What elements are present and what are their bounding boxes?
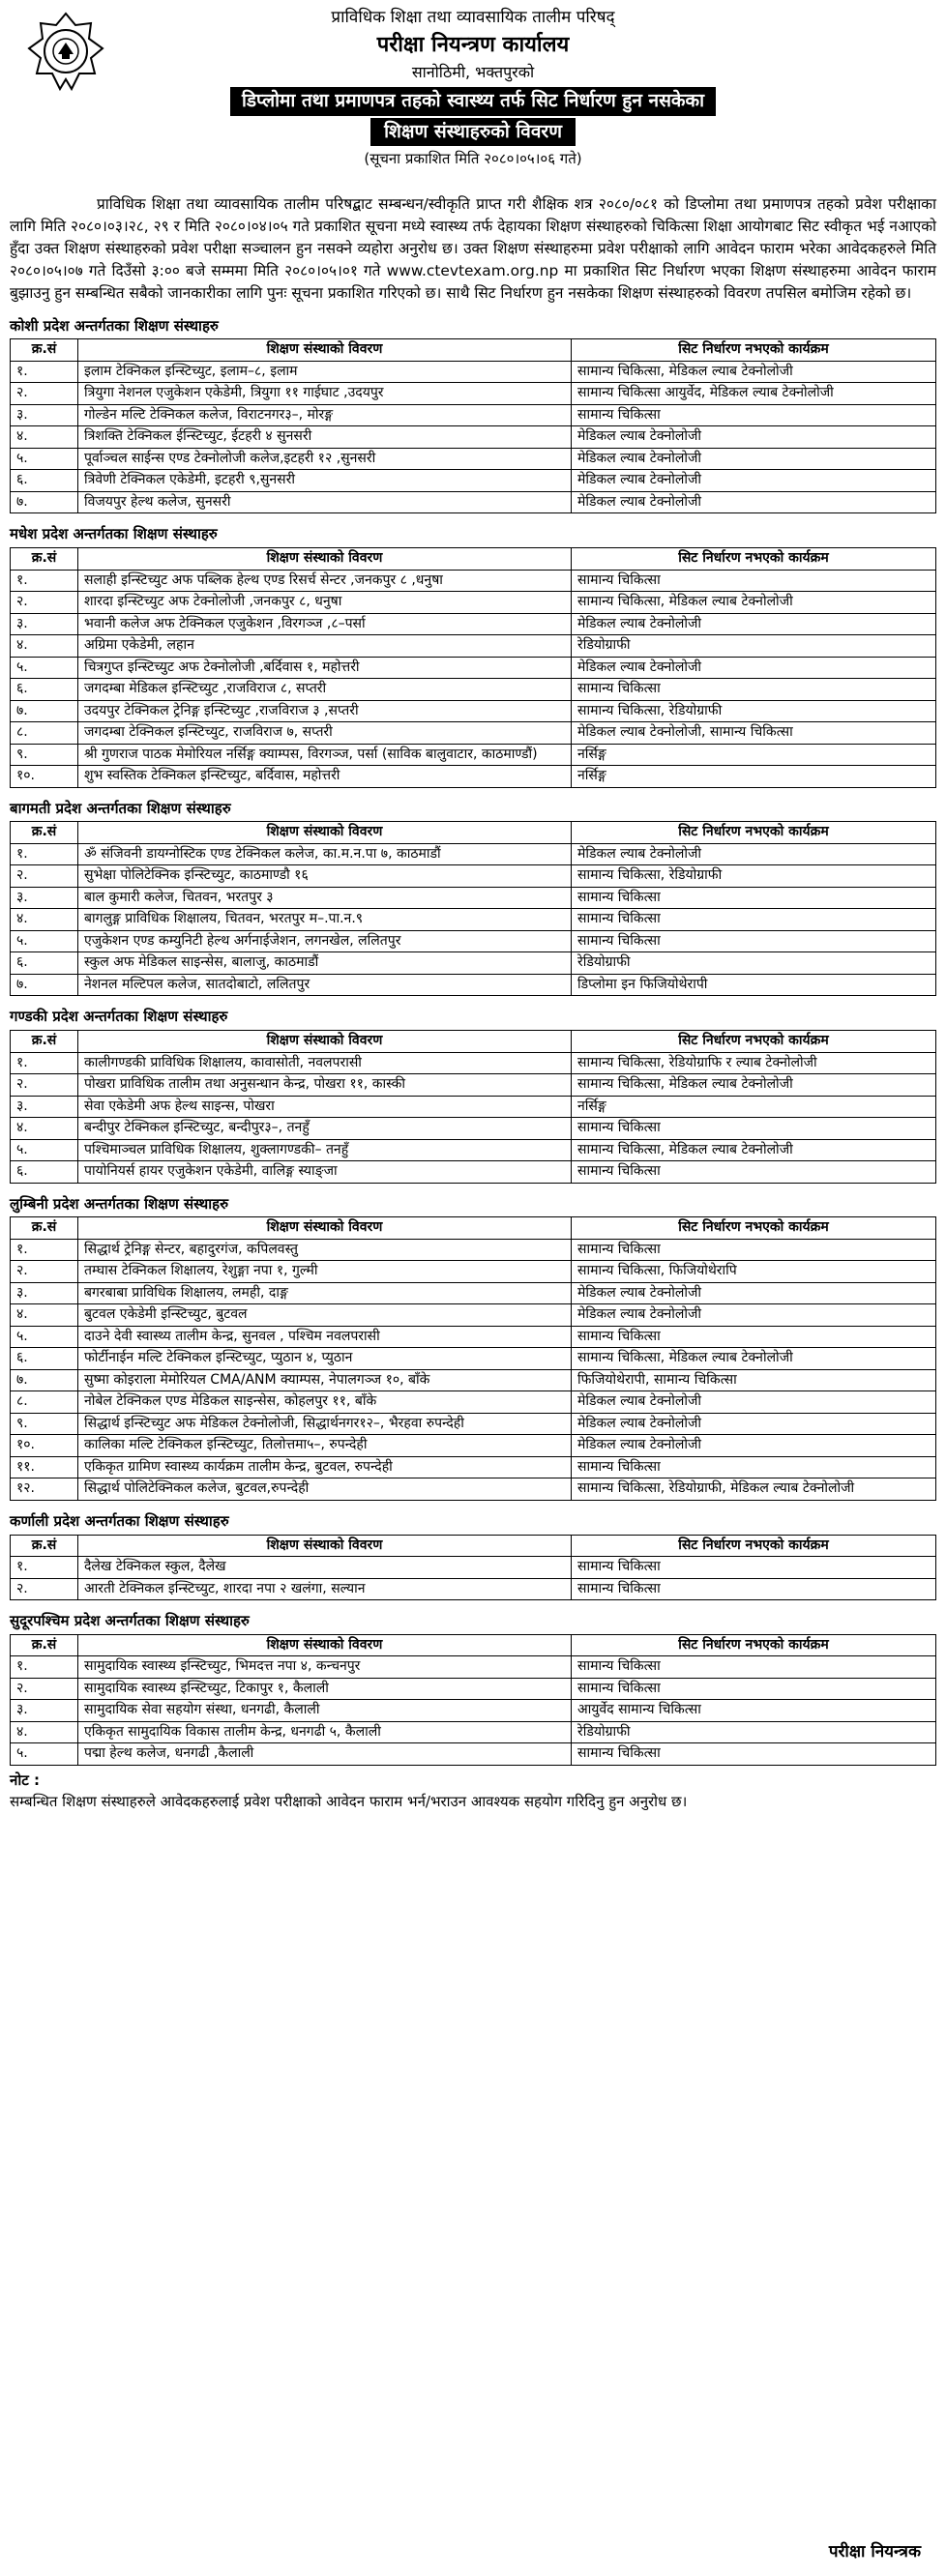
serial-number: ३. [11,613,78,635]
program-name: मेडिकल ल्याब टेक्नोलोजी [572,657,936,679]
note-label: नोट : [10,1771,40,1789]
signature: परीक्षा नियन्त्रक [828,2541,921,2561]
program-name: सामान्य चिकित्सा, मेडिकल ल्याब टेक्नोलोजी [572,361,936,383]
table-row [11,470,936,492]
column-header-institution: शिक्षण संस्थाको विवरण [78,1217,572,1240]
serial-number: १०. [11,1435,78,1457]
column-header-program: सिट निर्धारण नभएको कार्यक्रम [572,339,936,362]
institution-name: विजयपुर हेल्थ कलेज, सुनसरी [78,491,572,513]
institution-name: सामुदायिक सेवा सहयोग संस्था, धनगढी, कैलाली [78,1700,572,1722]
program-name: मेडिकल ल्याब टेक्नोलोजी [572,613,936,635]
serial-number: ५. [11,448,78,470]
table-row [11,930,936,952]
office-location: सानोठिमी, भक्तपुरको [411,62,535,81]
office-name: परीक्षा नियन्त्रण कार्यालय [376,33,570,58]
section-title: बागमती प्रदेश अन्तर्गतका शिक्षण संस्थाहरु [10,799,231,817]
table-row [11,974,936,996]
institution-name: पायोनियर्स हायर एजुकेशन एकेडेमी, वालिङ्ग स्याङ्जा [78,1161,572,1184]
table-row [11,1326,936,1348]
section-title: कर्णाली प्रदेश अन्तर्गतका शिक्षण संस्थाहरु [10,1511,229,1530]
serial-number: ७. [11,1369,78,1391]
program-name: मेडिकल ल्याब टेक्नोलोजी [572,448,936,470]
serial-number: २. [11,592,78,614]
serial-number: ७. [11,700,78,722]
institution-name: उदयपुर टेक्निकल ट्रेनिङ्ग इन्स्टिच्युट ,राजविराज ३ ,सप्तरी [78,700,572,722]
institution-name: दाउने देवी स्वास्थ्य तालीम केन्द्र, सुनवल , पश्चिम नवलपरासी [78,1326,572,1348]
program-name: सामान्य चिकित्सा [572,1326,936,1348]
program-name: रेडियोग्राफी [572,1721,936,1743]
program-name: आयुर्वेद सामान्य चिकित्सा [572,1700,936,1722]
serial-number: ३. [11,404,78,426]
serial-number: ४. [11,1118,78,1140]
table-row [11,766,936,788]
notice-banner-line1: डिप्लोमा तथा प्रमाणपत्र तहको स्वास्थ्य तर्फ सिट निर्धारण हुन नसकेका [230,87,716,116]
institution-name: नेशनल मल्टिपल कलेज, सातदोबाटो, ललितपुर [78,974,572,996]
serial-number: ४. [11,909,78,931]
table-row [11,613,936,635]
serial-number: ५. [11,657,78,679]
program-name: सामान्य चिकित्सा, रेडियोग्राफि र ल्याब टेक्नोलोजी [572,1052,936,1074]
institution-name: भवानी कलेज अफ टेक्निकल एजुकेशन ,विरगञ्ज ,८–पर्सा [78,613,572,635]
province-section [10,800,936,997]
serial-number: ७. [11,974,78,996]
table-row [11,1052,936,1074]
program-name: सामान्य चिकित्सा [572,1656,936,1679]
nepal-emblem-icon [25,12,106,93]
institution-name: दैलेख टेक्निकल स्कुल, दैलेख [78,1557,572,1579]
table-row [11,679,936,701]
table-header-row [11,1634,936,1656]
institution-name: कालीगण्डकी प्राविधिक शिक्षालय, कावासोती, नवलपरासी [78,1052,572,1074]
program-name: नर्सिङ्ग [572,744,936,766]
program-name: सामान्य चिकित्सा [572,1678,936,1700]
table-row [11,1261,936,1283]
institution-name: पश्चिमाञ्चल प्राविधिक शिक्षालय, शुक्लागण्डकी– तनहुँ [78,1139,572,1161]
serial-number: ७. [11,491,78,513]
program-name: सामान्य चिकित्सा [572,887,936,909]
serial-number: २. [11,865,78,888]
program-name: सामान्य चिकित्सा, मेडिकल ल्याब टेक्नोलोजी [572,1139,936,1161]
program-name: सामान्य चिकित्सा, मेडिकल ल्याब टेक्नोलोजी [572,1074,936,1097]
serial-number: १. [11,843,78,865]
program-name: मेडिकल ल्याब टेक्नोलोजी [572,1304,936,1327]
serial-number: ३. [11,1096,78,1118]
table-row [11,448,936,470]
institution-name: एकिकृत ग्रामिण स्वास्थ्य कार्यक्रम तालीम केन्द्र, बुटवल, रुपन्देही [78,1456,572,1478]
serial-number: २. [11,383,78,405]
serial-number: ९. [11,1413,78,1435]
program-name: सामान्य चिकित्सा [572,909,936,931]
institution-name: जगदम्बा मेडिकल इन्स्टिच्युट ,राजविराज ८, सप्तरी [78,679,572,701]
column-header-institution: शिक्षण संस्थाको विवरण [78,1535,572,1557]
institution-name: त्रिशक्ति टेक्निकल ईन्स्टिच्युट, ईटहरी ४ सुनसरी [78,426,572,449]
table-row [11,1282,936,1304]
column-header-sn: क्र.सं [11,548,78,571]
program-name: मेडिकल ल्याब टेक्नोलोजी [572,843,936,865]
institution-name: सुभेक्षा पोलिटेक्निक इन्स्टिच्युट, काठमाण्डौ १६ [78,865,572,888]
table-row [11,1578,936,1600]
program-name: सामान्य चिकित्सा [572,1161,936,1184]
table-header-row [11,1031,936,1053]
institution-name: शारदा इन्स्टिच्युट अफ टेक्नोलोजी ,जनकपुर ८, धनुषा [78,592,572,614]
institution-name: शुभ स्वस्तिक टेक्निकल इन्स्टिच्युट, बर्दिवास, महोत्तरी [78,766,572,788]
program-name: फिजियोथेरापी, सामान्य चिकित्सा [572,1369,936,1391]
serial-number: ८. [11,722,78,745]
institution-name: सेवा एकेडेमी अफ हेल्थ साइन्स, पोखरा [78,1096,572,1118]
table-row [11,1700,936,1722]
institution-name: पोखरा प्राविधिक तालीम तथा अनुसन्धान केन्द्र, पोखरा ११, कास्की [78,1074,572,1097]
institution-name: बाल कुमारी कलेज, चितवन, भरतपुर ३ [78,887,572,909]
program-name: सामान्य चिकित्सा [572,1578,936,1600]
serial-number: ५. [11,1139,78,1161]
program-name: सामान्य चिकित्सा [572,930,936,952]
institution-table [10,338,936,513]
institution-table [10,1535,936,1601]
institution-name: जगदम्बा टेक्निकल इन्स्टिच्युट, राजविराज ७, सप्तरी [78,722,572,745]
table-row [11,744,936,766]
column-header-sn: क्र.सं [11,822,78,844]
intro-paragraph: प्राविधिक शिक्षा तथा व्यावसायिक तालीम परिषद्बाट सम्बन्धन/स्वीकृति प्राप्त गरी शैक्षिक शत्र २०८०/०८१ को डिप्लोमा तथा प्रमाणपत्र तहको प्रवेश परीक्षाका लागि मिति २०८०।०३।२८, २९ र मिति २०८०।०४।०५ गते प्रकाशित सूचना मध्ये स्वास्थ्य तर्फ देहायका शिक्षण संस्थाहरुको चिकित्सा शिक्षा आयोगबाट सिट स्वीकृत भई नआएको हुँदा उक्त शिक्षण संस्थाहरुको प्रवेश परीक्षा सञ्चालन हुन नसक्ने व्यहोरा अनुरोध छ। उक्त शिक्षण संस्थाहरुमा प्रवेश परीक्षाको लागि आवेदन फाराम भरेका आवेदकहरुले मिति २०८०।०५।०७ गते दिउँसो ३:०० बजे सम्ममा मिति २०८०।०५।०१ गते www.ctevtexam.org.np मा प्रकाशित सिट निर्धारण भएका शिक्षण संस्थाहरुमा आवेदन फाराम बुझाउनु हुन सम्बन्धित सबैको जानकारीका लागि पुनः सूचना प्रकाशित गरिएको छ। साथै सिट निर्धारण हुन नसकेका शिक्षण संस्थाहरुको विवरण तपसिल बमोजिम रहेको छ। [10,195,936,303]
program-name: सामान्य चिकित्सा, मेडिकल ल्याब टेक्नोलोजी [572,1348,936,1370]
table-row [11,1096,936,1118]
serial-number: १. [11,1052,78,1074]
program-name: सामान्य चिकित्सा, रेडियोग्राफी [572,865,936,888]
institution-name: बुटवल एकेडेमी इन्स्टिच्युट, बुटवल [78,1304,572,1327]
program-name: मेडिकल ल्याब टेक्नोलोजी [572,1435,936,1457]
table-row [11,1118,936,1140]
table-header-row [11,339,936,362]
table-row [11,1557,936,1579]
table-row [11,1074,936,1097]
notice-header [10,6,936,190]
institution-name: सामुदायिक स्वास्थ्य इन्स्टिच्युट, टिकापुर १, कैलाली [78,1678,572,1700]
institution-name: श्री गुणराज पाठक मेमोरियल नर्सिङ्ग क्याम्पस, विरगञ्ज, पर्सा (साविक बालुवाटार, काठमाण्डौं) [78,744,572,766]
institution-name: सिद्धार्थ ट्रेनिङ्ग सेन्टर, बहादुरगंज, कपिलवस्तु [78,1239,572,1261]
table-row [11,1435,936,1457]
table-row [11,1239,936,1261]
table-row [11,635,936,658]
institution-name: फोर्टीनाईन मल्टि टेक्निकल इन्स्टिच्युट, प्युठान ४, प्युठान [78,1348,572,1370]
table-row [11,1656,936,1679]
table-row [11,592,936,614]
section-title: सुदूरपश्चिम प्रदेश अन्तर्गतका शिक्षण संस्थाहरु [10,1612,250,1630]
province-sections [10,317,936,1766]
program-name: मेडिकल ल्याब टेक्नोलोजी [572,426,936,449]
table-row [11,1721,936,1743]
program-name: सामान्य चिकित्सा [572,1118,936,1140]
column-header-sn: क्र.सं [11,1634,78,1656]
column-header-sn: क्र.सं [11,1217,78,1240]
institution-name: पूर्वाञ्चल साईन्स एण्ड टेक्नोलोजी कलेज,इटहरी १२ ,सुनसरी [78,448,572,470]
institution-name: बन्दीपुर टेक्निकल इन्स्टिच्युट, बन्दीपुर३–, तनहुँ [78,1118,572,1140]
institution-name: त्रिवेणी टेक्निकल एकेडेमी, इटहरी ९,सुनसरी [78,470,572,492]
column-header-program: सिट निर्धारण नभएको कार्यक्रम [572,1031,936,1053]
serial-number: २. [11,1074,78,1097]
table-row [11,570,936,592]
serial-number: ६. [11,470,78,492]
serial-number: १. [11,1557,78,1579]
serial-number: २. [11,1678,78,1700]
council-name: प्राविधिक शिक्षा तथा व्यावसायिक तालीम परिषद् [331,8,615,27]
institution-name: बागलुङ्ग प्राविधिक शिक्षालय, चितवन, भरतपुर म–.पा.न.९ [78,909,572,931]
notice-banner-line2: शिक्षण संस्थाहरुको विवरण [370,118,576,147]
institution-name: इलाम टेक्निकल इन्स्टिच्युट, इलाम–८, इलाम [78,361,572,383]
institution-table [10,1030,936,1184]
program-name: मेडिकल ल्याब टेक्नोलोजी [572,1413,936,1435]
serial-number: ८. [11,1391,78,1414]
institution-name: कालिका मल्टि टेक्निकल इन्स्टिच्युट, तिलोत्तमा५–, रुपन्देही [78,1435,572,1457]
program-name: रेडियोग्राफी [572,635,936,658]
table-header-row [11,1217,936,1240]
serial-number: १. [11,361,78,383]
column-header-institution: शिक्षण संस्थाको विवरण [78,822,572,844]
table-row [11,1139,936,1161]
institution-name: सिद्धार्थ पोलिटेक्निकल कलेज, बुटवल,रुपन्देही [78,1478,572,1501]
table-row [11,1678,936,1700]
serial-number: ४. [11,1304,78,1327]
program-name: मेडिकल ल्याब टेक्नोलोजी [572,470,936,492]
note-text: सम्बन्धित शिक्षण संस्थाहरुले आवेदकहरुलाई प्रवेश परीक्षाको आवेदन फाराम भर्न/भराउन आवश्यक सहयोग गरिदिनु हुन अनुरोध छ। [10,1792,688,1810]
province-section [10,1195,936,1501]
program-name: सामान्य चिकित्सा आयुर्वेद, मेडिकल ल्याब टेक्नोलोजी [572,383,936,405]
section-title: लुम्बिनी प्रदेश अन्तर्गतका शिक्षण संस्थाहरु [10,1194,229,1213]
serial-number: ६. [11,1161,78,1184]
serial-number: ६. [11,679,78,701]
table-row [11,1413,936,1435]
column-header-institution: शिक्षण संस्थाको विवरण [78,1031,572,1053]
section-title: मधेश प्रदेश अन्तर्गतका शिक्षण संस्थाहरु [10,525,218,543]
program-name: मेडिकल ल्याब टेक्नोलोजी, सामान्य चिकित्सा [572,722,936,745]
table-row [11,657,936,679]
institution-name: सुष्मा कोइराला मेमोरियल CMA/ANM क्याम्पस, नेपालगञ्ज १०, बाँके [78,1369,572,1391]
serial-number: ४. [11,635,78,658]
table-row [11,1478,936,1501]
table-row [11,865,936,888]
program-name: सामान्य चिकित्सा [572,1239,936,1261]
institution-name: नोबेल टेक्निकल एण्ड मेडिकल साइन्सेस, कोहलपुर ११, बाँके [78,1391,572,1414]
serial-number: ११. [11,1456,78,1478]
institution-table [10,821,936,996]
province-section [10,1612,936,1766]
program-name: मेडिकल ल्याब टेक्नोलोजी [572,491,936,513]
program-name: सामान्य चिकित्सा, मेडिकल ल्याब टेक्नोलोजी [572,592,936,614]
province-section [10,317,936,514]
serial-number: ६. [11,952,78,975]
table-row [11,909,936,931]
serial-number: १. [11,1656,78,1679]
serial-number: १०. [11,766,78,788]
table-row [11,700,936,722]
table-row [11,843,936,865]
serial-number: ५. [11,1326,78,1348]
notice-date: (सूचना प्रकाशित मिति २०८०।०५।०६ गते) [364,150,582,168]
serial-number: ३. [11,887,78,909]
table-row [11,361,936,383]
table-row [11,722,936,745]
program-name: सामान्य चिकित्सा [572,1743,936,1766]
institution-name: चित्रगुप्त इन्स्टिच्युट अफ टेक्नोलोजी ,बर्दिवास १, महोत्तरी [78,657,572,679]
column-header-program: सिट निर्धारण नभएको कार्यक्रम [572,1535,936,1557]
institution-name: एकिकृत सामुदायिक विकास तालीम केन्द्र, धनगढी ५, कैलाली [78,1721,572,1743]
column-header-sn: क्र.सं [11,1031,78,1053]
serial-number: २. [11,1578,78,1600]
table-row [11,1391,936,1414]
table-row [11,1369,936,1391]
institution-table [10,1216,936,1501]
serial-number: ५. [11,1743,78,1766]
table-row [11,1161,936,1184]
table-row [11,491,936,513]
institution-name: सामुदायिक स्वास्थ्य इन्स्टिच्युट, भिमदत्त नपा ४, कन्चनपुर [78,1656,572,1679]
table-row [11,1304,936,1327]
institution-table [10,1634,936,1766]
program-name: डिप्लोमा इन फिजियोथेरापी [572,974,936,996]
program-name: सामान्य चिकित्सा, फिजियोथेरापि [572,1261,936,1283]
institution-name: एजुकेशन एण्ड कम्युनिटी हेल्थ अर्गनाईजेशन, लगनखेल, ललितपुर [78,930,572,952]
table-header-row [11,548,936,571]
program-name: मेडिकल ल्याब टेक्नोलोजी [572,1391,936,1414]
table-row [11,426,936,449]
section-title: कोशी प्रदेश अन्तर्गतका शिक्षण संस्थाहरु [10,316,219,335]
column-header-sn: क्र.सं [11,1535,78,1557]
serial-number: ५. [11,930,78,952]
column-header-program: सिट निर्धारण नभएको कार्यक्रम [572,1217,936,1240]
serial-number: २. [11,1261,78,1283]
column-header-institution: शिक्षण संस्थाको विवरण [78,339,572,362]
serial-number: ४. [11,426,78,449]
program-name: रेडियोग्राफी [572,952,936,975]
province-section [10,525,936,787]
serial-number: ३. [11,1282,78,1304]
table-row [11,952,936,975]
institution-name: त्रियुगा नेशनल एजुकेशन एकेडेमी, त्रियुगा ११ गाईघाट ,उदयपुर [78,383,572,405]
serial-number: १. [11,1239,78,1261]
serial-number: १२. [11,1478,78,1501]
program-name: नर्सिङ्ग [572,1096,936,1118]
table-header-row [11,1535,936,1557]
program-name: सामान्य चिकित्सा, रेडियोग्राफी [572,700,936,722]
table-row [11,404,936,426]
program-name: सामान्य चिकित्सा [572,1456,936,1478]
column-header-institution: शिक्षण संस्थाको विवरण [78,548,572,571]
table-row [11,887,936,909]
program-name: मेडिकल ल्याब टेक्नोलोजी [572,1282,936,1304]
table-row [11,1743,936,1766]
table-row [11,383,936,405]
section-title: गण्डकी प्रदेश अन्तर्गतका शिक्षण संस्थाहरु [10,1008,228,1026]
column-header-sn: क्र.सं [11,339,78,362]
column-header-program: सिट निर्धारण नभएको कार्यक्रम [572,1634,936,1656]
institution-name: आरती टेक्निकल इन्स्टिच्युट, शारदा नपा २ खलंगा, सल्यान [78,1578,572,1600]
institution-name: सिद्धार्थ इन्स्टिच्युट अफ मेडिकल टेक्नोलोजी, सिद्धार्थनगर१२–, भैरहवा रुपन्देही [78,1413,572,1435]
program-name: सामान्य चिकित्सा [572,404,936,426]
institution-name: ॐ संजिवनी डायग्नोस्टिक एण्ड टेक्निकल कलेज, का.म.न.पा ७, काठमाडौं [78,843,572,865]
program-name: सामान्य चिकित्सा [572,1557,936,1579]
serial-number: १. [11,570,78,592]
province-section [10,1008,936,1183]
program-name: सामान्य चिकित्सा, रेडियोग्राफी, मेडिकल ल्याब टेक्नोलोजी [572,1478,936,1501]
province-section [10,1512,936,1600]
institution-name: पद्मा हेल्थ कलेज, धनगढी ,कैलाली [78,1743,572,1766]
column-header-program: सिट निर्धारण नभएको कार्यक्रम [572,548,936,571]
column-header-program: सिट निर्धारण नभएको कार्यक्रम [572,822,936,844]
serial-number: ६. [11,1348,78,1370]
program-name: नर्सिङ्ग [572,766,936,788]
institution-name: सलाही इन्स्टिच्युट अफ पब्लिक हेल्थ एण्ड रिसर्च सेन्टर ,जनकपुर ८ ,धनुषा [78,570,572,592]
serial-number: ३. [11,1700,78,1722]
institution-name: गोल्डेन मल्टि टेक्निकल कलेज, विराटनगर३–, मोरङ्ग [78,404,572,426]
table-row [11,1348,936,1370]
institution-name: बगरबाबा प्राविधिक शिक्षालय, लमही, दाङ्ग [78,1282,572,1304]
institution-name: तम्घास टेक्निकल शिक्षालय, रेशुङ्गा नपा १, गुल्मी [78,1261,572,1283]
table-row [11,1456,936,1478]
institution-name: अग्रिमा एकेडेमी, लहान [78,635,572,658]
column-header-institution: शिक्षण संस्थाको विवरण [78,1634,572,1656]
program-name: सामान्य चिकित्सा [572,570,936,592]
table-header-row [11,822,936,844]
institution-name: स्कुल अफ मेडिकल साइन्सेस, बालाजु, काठमाडौं [78,952,572,975]
program-name: सामान्य चिकित्सा [572,679,936,701]
institution-table [10,547,936,788]
serial-number: ४. [11,1721,78,1743]
serial-number: ९. [11,744,78,766]
